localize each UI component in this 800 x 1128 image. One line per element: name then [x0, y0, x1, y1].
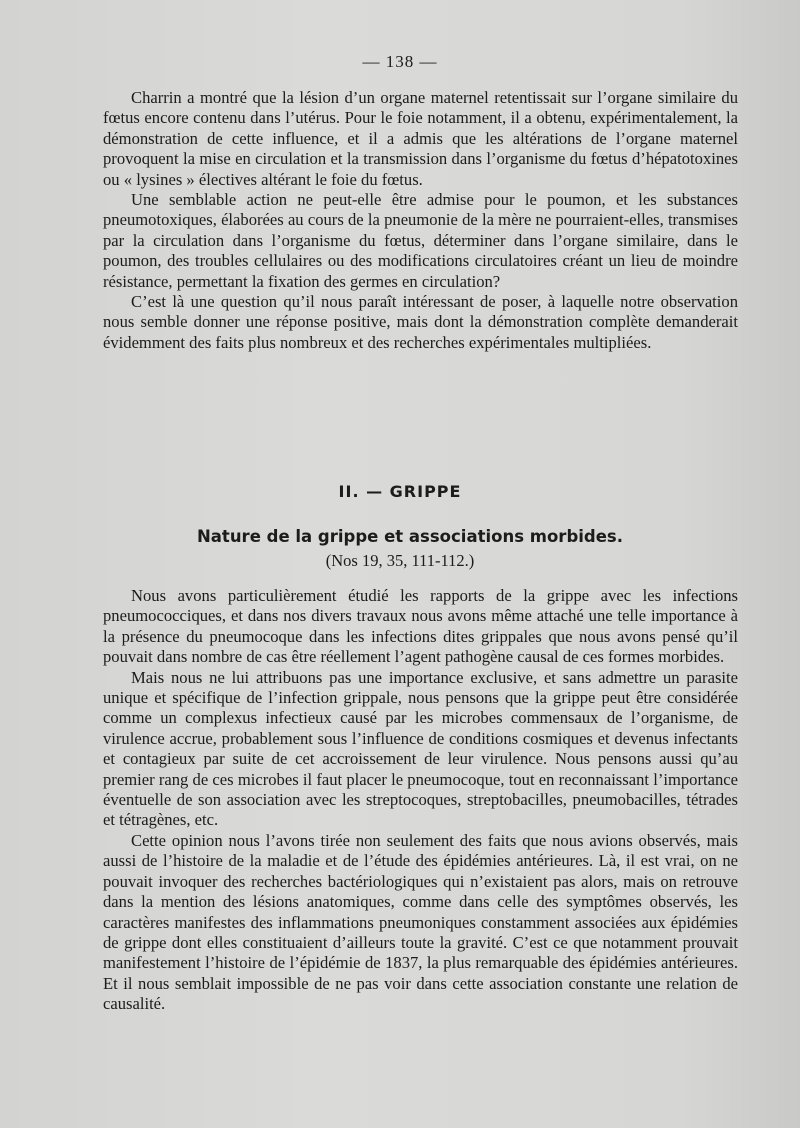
grippe-text-block: [103, 586, 738, 1015]
section-heading: II. — GRIPPE: [338, 482, 462, 501]
publication-refs: (Nos 19, 35, 111-112.): [325, 551, 475, 570]
paragraph-histoire: Cette opinion nous l’avons tirée non seulement des faits que nous avions observés, mais aussi de l’histoire de la maladie et de l’étude des épidémies antérieures. Là, il est vrai, on ne pouvait invoquer des recherches bactériologiques qui n’existaient pas alors, mais on retrouve dans la mention des lésions anatomiques, comme dans celle des symptômes observés, les caractères manifestes des inflammations pneumoniques constamment associées aux épidémies de grippe dont elles constituaient d’ailleurs toute la gravité. C’est ce que notamment prouvait manifestement l’histoire de l’épidémie de 1837, la plus remarquable des épidémies antérieures. Et il nous semblait impossible de ne pas voir dans cette association constante une relation de causalité.: [103, 830, 738, 1014]
section-subheading: Nature de la grippe et associations morbides.: [196, 527, 623, 546]
paragraph-charrin: Charrin a montré que la lésion d’un organe maternel retentissait sur l’organe similaire du fœtus encore contenu dans l’utérus. Pour le foie notamment, il a obtenu, expérimentalement, la démonstration de cette influence, et il a admis que les altérations de l’organe maternel provoquent la mise en circulation et la transmission dans l’organisme du fœtus d’hépatotoxines ou « lysines » électives altérant le foie du fœtus.: [103, 88, 738, 189]
paragraph-complexus: Mais nous ne lui attribuons pas une importance exclusive, et sans admettre un parasite unique et spécifique de l’infection grippale, nous pensons que la grippe peut être considérée comme un complexus infectieux causé par les microbes commensaux de l’organisme, de virulence accrue, probablement sous l’influence de conditions cosmiques et devenus infectants et contagieux par suite de cet accroissement de leur virulence. Nous pensons aussi qu’au premier rang de ces microbes il faut placer le pneumocoque, tout en reconnaissant l’importance éventuelle de son association avec les streptocoques, streptobacilles, pneumobacilles, tétrades et tétragènes, etc.: [103, 667, 738, 830]
paragraph-poumon-question: Une semblable action ne peut-elle être admise pour le poumon, et les substances pneumotoxiques, élaborées au cours de la pneumonie de la mère ne pourraient-elles, transmises par la circulation dans l’organisme du fœtus, déterminer dans l’organe similaire, dans le poumon, des troubles cellulaires ou des modifications circulatoires créant un lieu de moindre résistance, permettant la fixation des germes en circulation?: [103, 190, 738, 291]
intro-text-block: [103, 88, 738, 353]
paragraph-pneumocoque: Nous avons particulièrement étudié les rapports de la grippe avec les infections pneumococciques, et dans nos divers travaux nous avons même attaché une telle importance à la présence du pneumocoque dans les infections dites grippales que nous avons pensé qu’il pouvait dans nombre de cas être réellement l’agent pathogène causal de ces formes morbides.: [103, 586, 738, 667]
paragraph-observation: C’est là une question qu’il nous paraît intéressant de poser, à laquelle notre observation nous semble donner une réponse positive, mais dont la démonstration complète demanderait évidemment des faits plus nombreux et des recherches expérimentales multipliées.: [103, 292, 738, 352]
page-number: — 138 —: [362, 52, 438, 71]
